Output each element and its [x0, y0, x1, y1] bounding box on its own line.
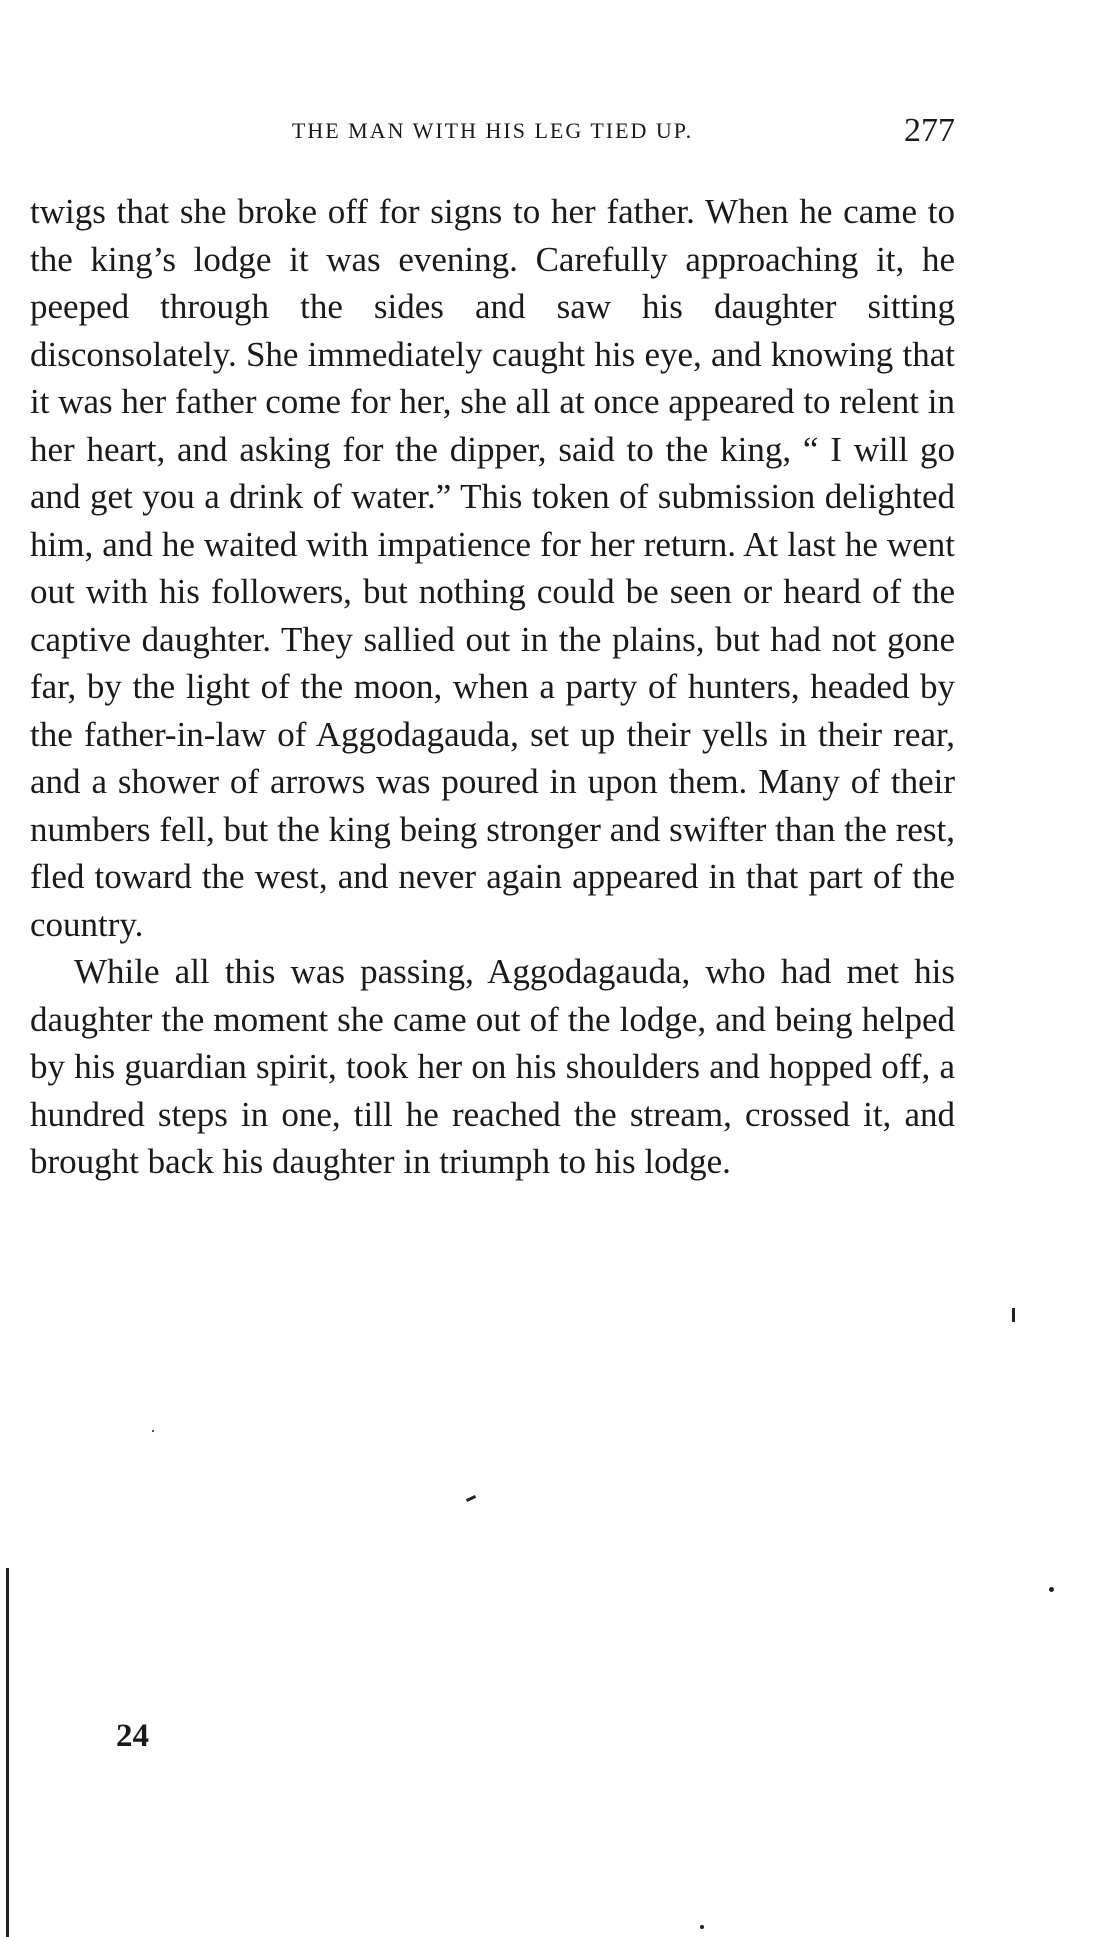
scan-speck	[1012, 1308, 1015, 1322]
paragraph: While all this was passing, Aggodagauda, who had met his daughter the moment she came out of the lodge, and being helped by his guardian spirit, took her on his shoulders and hopped off, a hundred steps in one, till he reached the stream, crossed it, and brought back his daughter in triumph to his lodge.	[30, 952, 955, 1181]
scan-speck	[466, 1495, 476, 1502]
signature-mark: 24	[116, 1718, 149, 1754]
body-text	[30, 188, 955, 1186]
scan-speck	[152, 1430, 154, 1432]
scan-speck	[1049, 1587, 1054, 1592]
paragraph: twigs that she broke off for signs to her father. When he came to the king’s lodge it was evening. Carefully approaching it, he peeped through the sides and saw his daughter sitting disconsolately. She immediately caught his eye, and knowing that it was her father come for her, she all at once appeared to relent in her heart, and asking for the dipper, said to the king, “ I will go and get you a drink of water.” This token of submission delighted him, and he waited with impatience for her return. At last he went out with his followers, but nothing could be seen or heard of the captive daughter. They sallied out in the plains, but had not gone far, by the light of the moon, when a party of hunters, headed by the father-in-law of Aggodagauda, set up their yells in their rear, and a shower of arrows was poured in upon them. Many of their numbers fell, but the king being stronger and swifter than the rest, fled toward the west, and never again appeared in that part of the country.	[30, 192, 955, 944]
running-header	[30, 112, 955, 152]
page-number: 277	[904, 112, 955, 149]
scan-edge-line	[6, 1568, 9, 1937]
scan-speck	[700, 1925, 704, 1929]
running-title: THE MAN WITH HIS LEG TIED UP.	[291, 118, 694, 143]
